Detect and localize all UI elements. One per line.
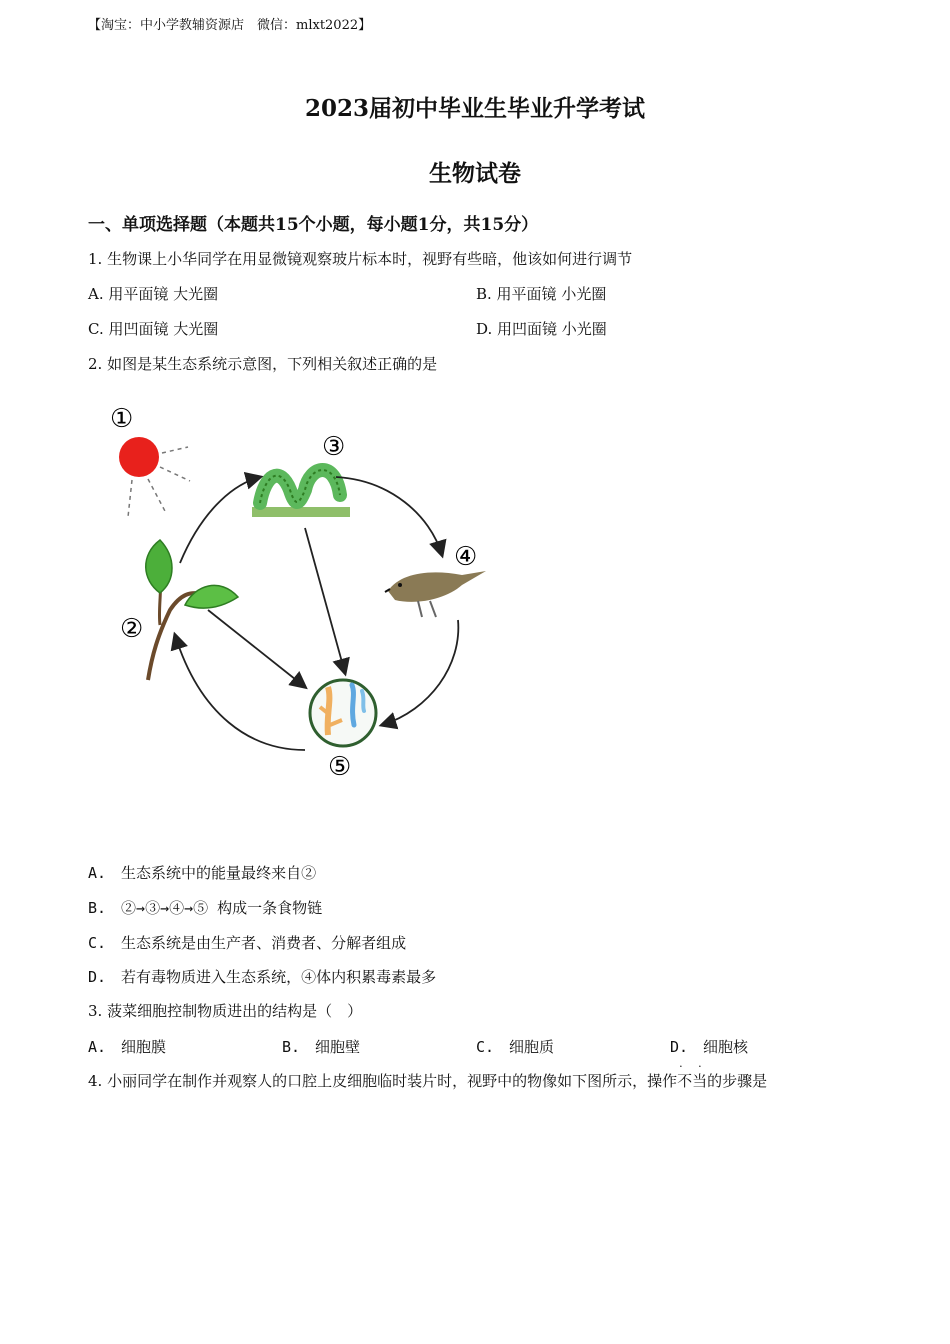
question-1-option-a: A. 用平面镜 大光圈 bbox=[88, 285, 219, 303]
question-2-option-a: A. 生态系统中的能量最终来自② bbox=[88, 864, 317, 882]
question-2-stem: 2. 如图是某生态系统示意图，下列相关叙述正确的是 bbox=[88, 355, 438, 373]
label-1: ① bbox=[110, 404, 134, 434]
sun-icon bbox=[119, 437, 190, 517]
question-4-emphasis: 不当 · · bbox=[677, 1070, 707, 1091]
ecosystem-diagram bbox=[100, 395, 500, 790]
question-4-stem bbox=[88, 1070, 767, 1091]
bird-icon bbox=[385, 571, 486, 617]
question-3-option-a: A. 细胞膜 bbox=[88, 1038, 167, 1056]
label-4: ④ bbox=[454, 542, 478, 572]
question-3-option-b: B. 细胞壁 bbox=[282, 1038, 361, 1056]
question-1-stem: 1. 生物课上小华同学在用显微镜观察玻片标本时，视野有些暗，他该如何进行调节 bbox=[88, 250, 633, 268]
question-1-option-d: D. 用凹面镜 小光圈 bbox=[476, 320, 607, 338]
section-heading: 一、单项选择题（本题共15个小题，每小题1分，共15分） bbox=[88, 215, 539, 235]
question-1-option-b: B. 用平面镜 小光圈 bbox=[476, 285, 607, 303]
question-4-stem-end: 的步骤是 bbox=[707, 1072, 768, 1090]
exam-subtitle: 生物试卷 bbox=[429, 160, 521, 187]
question-2-option-c: C. 生态系统是由生产者、消费者、分解者组成 bbox=[88, 934, 407, 952]
label-2: ② bbox=[120, 614, 144, 644]
question-2-option-b: B. ②→③→④→⑤ 构成一条食物链 bbox=[88, 899, 323, 917]
label-5: ⑤ bbox=[328, 752, 352, 782]
header-note: 【淘宝：中小学教辅资源店 微信：mlxt2022】 bbox=[88, 18, 372, 33]
label-3: ③ bbox=[322, 432, 346, 462]
decomposer-icon bbox=[310, 680, 376, 746]
question-3-option-c: C. 细胞质 bbox=[476, 1038, 555, 1056]
question-3-option-d: D. 细胞核 bbox=[670, 1038, 749, 1056]
question-3-stem: 3. 菠菜细胞控制物质进出的结构是（ ） bbox=[88, 1002, 363, 1020]
caterpillar-icon bbox=[252, 470, 350, 517]
plant-icon bbox=[146, 540, 238, 680]
question-1-option-c: C. 用凹面镜 大光圈 bbox=[88, 320, 219, 338]
exam-title: 2023届初中毕业生毕业升学考试 bbox=[304, 95, 645, 122]
question-4-stem-start: 4. 小丽同学在制作并观察人的口腔上皮细胞临时装片时，视野中的物像如下图所示，操作 bbox=[88, 1072, 678, 1090]
question-2-option-d: D. 若有毒物质进入生态系统，④体内积累毒素最多 bbox=[88, 968, 437, 986]
